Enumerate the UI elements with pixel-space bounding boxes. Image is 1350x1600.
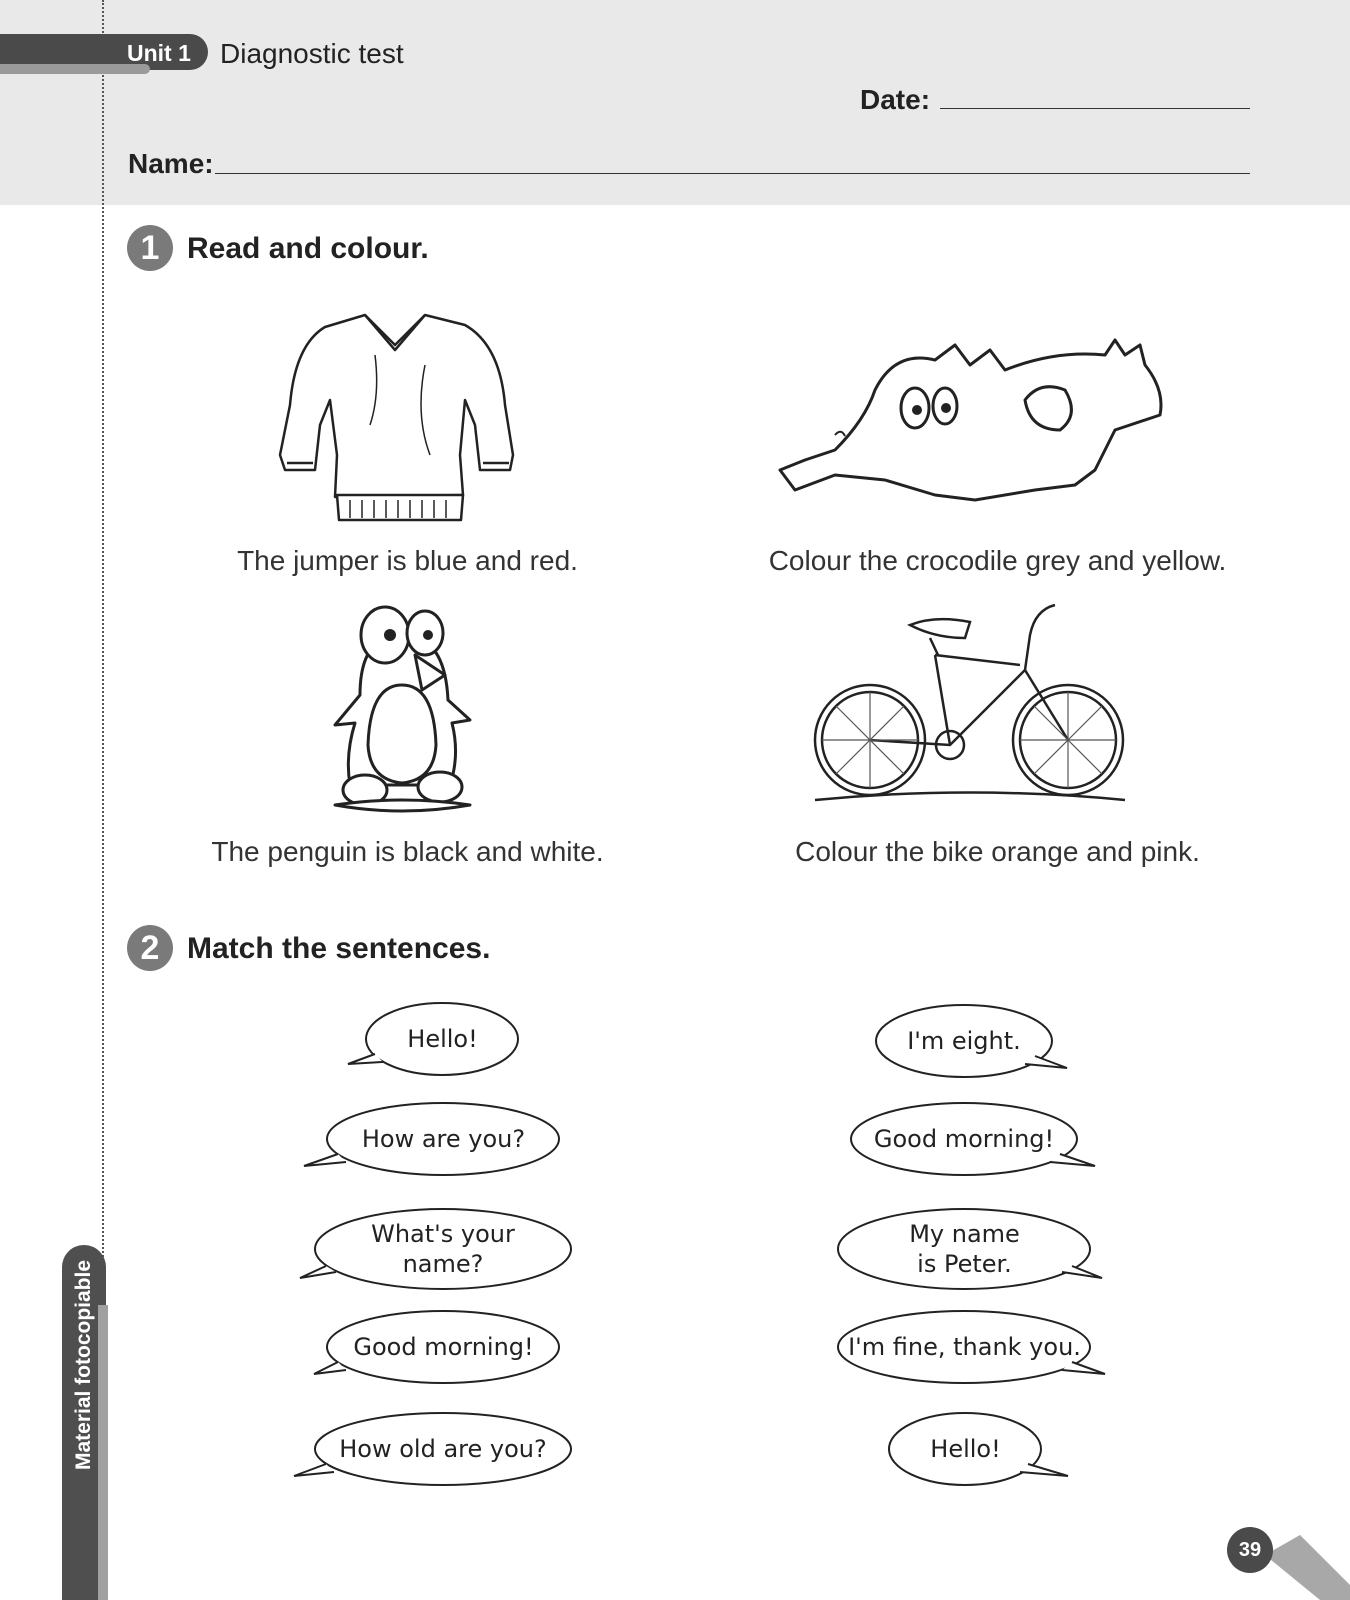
bubble-text: I'm fine, thank you. bbox=[848, 1333, 1081, 1361]
bubble-text: How old are you? bbox=[339, 1435, 547, 1463]
speech-bubble-left-3[interactable] bbox=[314, 1208, 572, 1290]
speech-bubble-right-5[interactable] bbox=[888, 1412, 1043, 1486]
caption-crocodile: Colour the crocodile grey and yellow. bbox=[768, 545, 1227, 576]
bubble-text: Good morning! bbox=[353, 1333, 534, 1361]
date-label: Date: bbox=[860, 84, 931, 115]
page-number-badge bbox=[1225, 1525, 1350, 1600]
exercise-1-number: 1 bbox=[127, 225, 173, 271]
caption-bike: Colour the bike orange and pink. bbox=[795, 836, 1200, 867]
speech-bubble-left-5[interactable] bbox=[314, 1412, 572, 1486]
exercise-2-title: Match the sentences. bbox=[187, 932, 491, 965]
date-field[interactable] bbox=[940, 108, 1250, 109]
test-title: Diagnostic test bbox=[220, 38, 404, 69]
page-number: 39 bbox=[1227, 1527, 1273, 1573]
bubble-text: Hello! bbox=[930, 1435, 1001, 1463]
caption-penguin: The penguin is black and white. bbox=[211, 836, 604, 867]
bubble-text: Good morning! bbox=[873, 1125, 1055, 1153]
side-label: Material fotocopiable bbox=[72, 1259, 95, 1471]
bike-drawing[interactable] bbox=[810, 600, 1140, 820]
speech-bubble-left-1[interactable] bbox=[365, 1002, 520, 1076]
exercise-1-title: Read and colour. bbox=[187, 232, 429, 265]
speech-bubble-left-4[interactable] bbox=[326, 1310, 561, 1384]
speech-bubble-right-1[interactable] bbox=[875, 1004, 1053, 1078]
speech-bubble-right-4[interactable] bbox=[837, 1310, 1092, 1384]
jumper-drawing[interactable] bbox=[265, 305, 525, 535]
bubble-text: I'm eight. bbox=[907, 1027, 1021, 1055]
penguin-drawing[interactable] bbox=[330, 595, 475, 820]
side-label-wrap bbox=[62, 1245, 106, 1485]
speech-bubble-right-3[interactable] bbox=[837, 1208, 1092, 1290]
bubble-text: Hello! bbox=[407, 1025, 478, 1053]
bubble-text: What's your name? bbox=[371, 1220, 515, 1278]
bubble-text: My name is Peter. bbox=[909, 1220, 1020, 1278]
speech-bubble-left-2[interactable] bbox=[326, 1102, 561, 1176]
unit-label: Unit 1 bbox=[127, 40, 191, 66]
caption-jumper: The jumper is blue and red. bbox=[237, 545, 578, 576]
bubble-text: How are you? bbox=[361, 1125, 526, 1153]
speech-bubble-right-2[interactable] bbox=[850, 1102, 1078, 1176]
name-field[interactable] bbox=[215, 173, 1250, 174]
crocodile-drawing[interactable] bbox=[775, 330, 1175, 515]
exercise-2-number: 2 bbox=[127, 925, 173, 971]
name-label: Name: bbox=[128, 148, 214, 179]
